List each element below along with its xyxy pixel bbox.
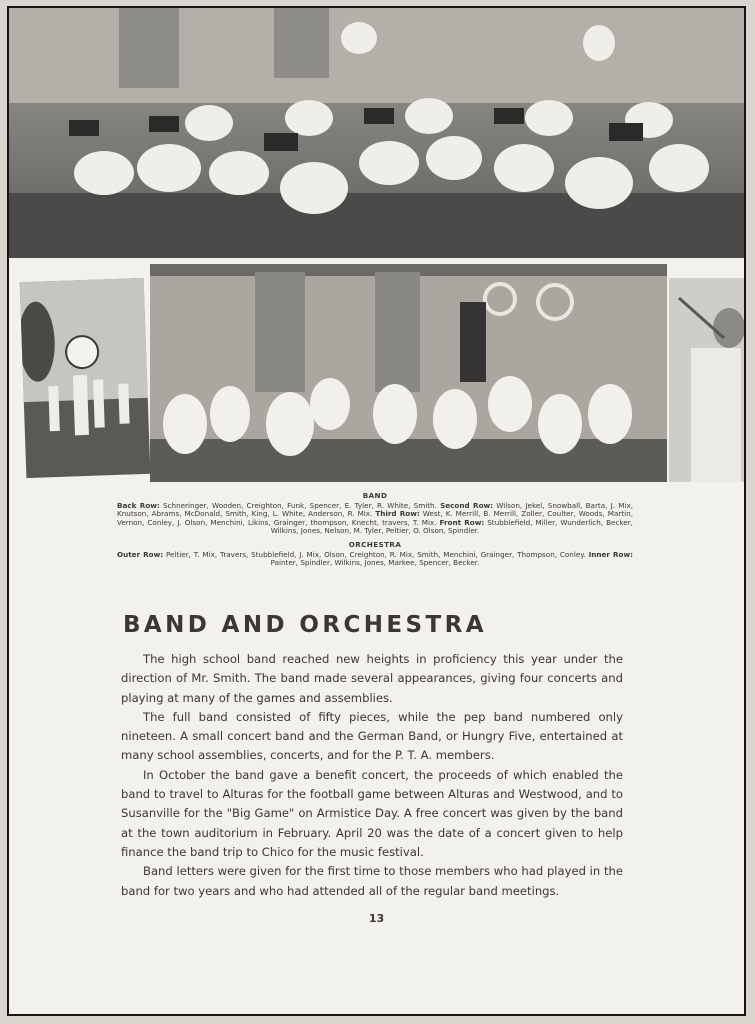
band-caption-heading: BAND [362, 491, 388, 500]
article-body [121, 650, 623, 901]
second-row-names: Wilson, Jekel, Snowball, Barta, J. Mix, Knutson, Abrams, McDonald, Smith, King, L. White, Anderson, R. Mix. [117, 500, 633, 519]
band-group-photo [9, 8, 744, 258]
article-paragraph: In October the band gave a benefit concert, the proceeds of which enabled the band to travel to Alturas for the football game between Alturas and Westwood, and to Susanville for the "Big Game" on Armistice Day. A free concert was given by the band at the town auditorium in February. April 20 was the date of a concert given to help finance the band trip to Chico for the music festival. [121, 767, 623, 859]
band-caption [117, 502, 633, 536]
inner-row-label: Inner Row: [588, 549, 633, 559]
third-row-names: West, K. Merrill, B. Merrill, Zoller, Coulter, Woods, Martin, Vernon, Conley, J. Olson, Menchini, Likins, Grainger, thompson, Knecht, travers, T. Mix. [117, 509, 633, 527]
front-row-label: Front Row: [439, 517, 485, 527]
orchestra-group-photo [150, 264, 667, 482]
trombone-player-photo [669, 278, 744, 482]
outer-row-label: Outer Row: [117, 549, 164, 559]
article-paragraph: The full band consisted of fifty pieces, while the pep band numbered only nineteen. A small concert band and the German Band, or Hungry Five, entertained at many school assemblies, concerts, and for the P. T. A. members. [121, 709, 623, 763]
inner-row-names: Painter, Spindler, Wilkins, Jones, Markee, Spencer, Becker. [270, 558, 480, 568]
sousaphone-photo-graphic [20, 278, 151, 478]
article-paragraph: The high school band reached new heights in proficiency this year under the direction of Mr. Smith. The band made several appearances, giving four concerts and playing at many of the games and assemblies. [121, 652, 623, 705]
page-number: 13 [368, 912, 385, 925]
second-row-label: Second Row: [440, 500, 494, 510]
article-paragraph: Band letters were given for the first time to those members who had played in the band for two years and who had attended all of the regular band meetings. [121, 864, 623, 898]
third-row-label: Third Row: [375, 509, 420, 519]
sousaphone-player-photo [20, 278, 151, 478]
orchestra-caption-heading: ORCHESTRA [348, 539, 402, 549]
band-photo-graphic [9, 8, 744, 258]
back-row-label: Back Row: [117, 500, 160, 510]
outer-row-names: Peltier, T. Mix, Travers, Stubblefield, J. Mix, Olson, Creighton, R. Mix, Smith, Menchini, Grainger, Thompson, Conley. [165, 549, 586, 559]
front-row-names: Stubblefield, Miller, Wunderlich, Becker, Wilkins, Jones, Nelson, M. Tyler, Peltier, O. Olson, Spindler. [270, 517, 633, 536]
back-row-names: Schneringer, Wooden, Creighton, Funk, Spencer, E. Tyler, R. White, Smith. [163, 500, 437, 510]
trombone-photo-graphic [669, 278, 744, 482]
orchestra-photo-graphic [150, 264, 667, 482]
article-title: BAND AND ORCHESTRA [123, 612, 487, 638]
orchestra-caption [117, 551, 633, 568]
yearbook-page [7, 6, 746, 1016]
photo-captions [117, 492, 633, 568]
